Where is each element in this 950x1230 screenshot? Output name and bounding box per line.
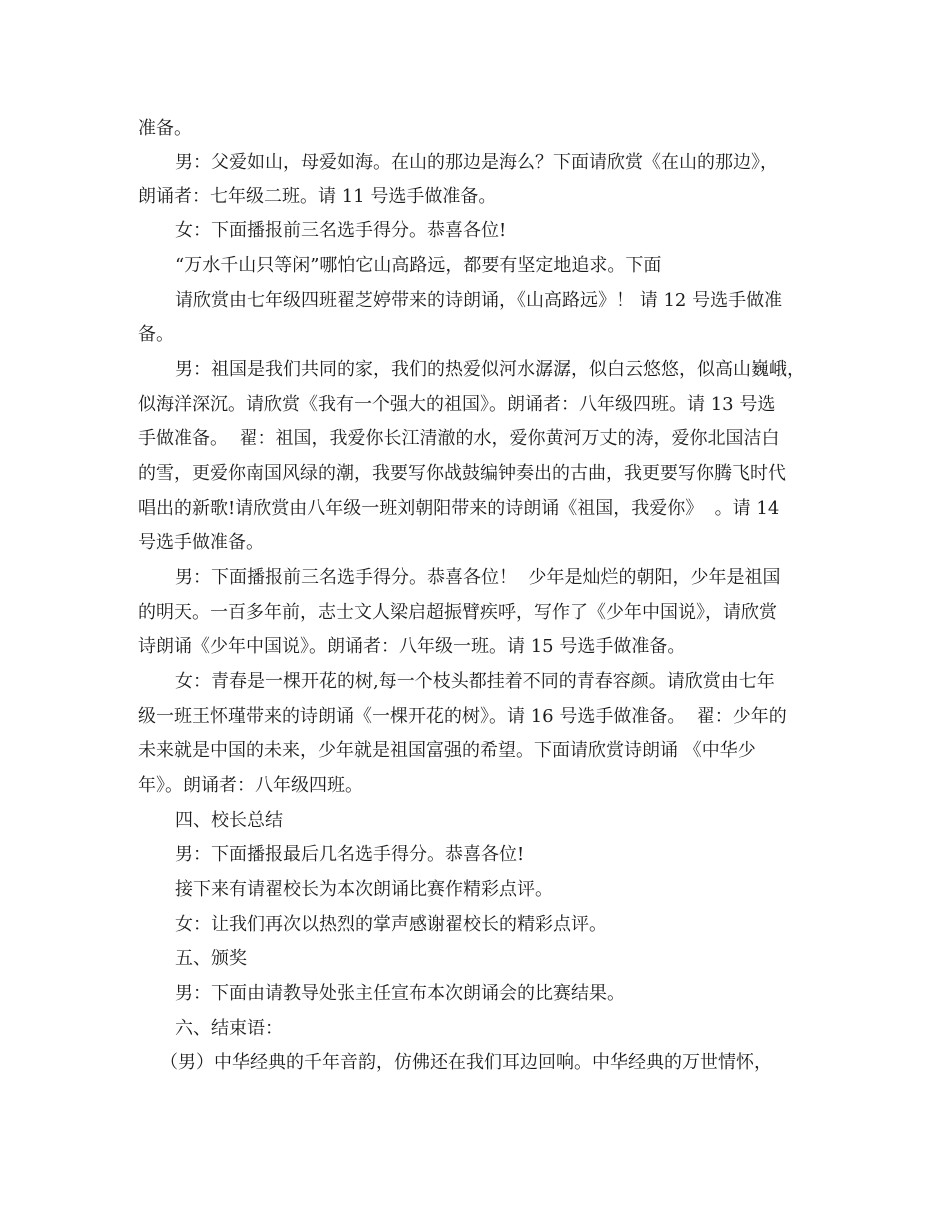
- text-line: 男：下面播报最后几名选手得分。恭喜各位!: [175, 844, 525, 865]
- text-line: 朗诵者：七年级二班。请 11 号选手做准备。: [138, 186, 497, 207]
- text-line: 未来就是中国的未来，少年就是祖国富强的希望。下面请欣赏诗朗诵 《中华少: [138, 740, 756, 761]
- text-line: 年》。朗诵者：八年级四班。: [138, 775, 363, 796]
- section-heading: 五、颁奖: [175, 948, 247, 969]
- text-line: 女：让我们再次以热烈的掌声感谢翟校长的精彩点评。: [175, 914, 607, 935]
- text-line: 诗朗诵《少年中国说》。朗诵者：八年级一班。请 15 号选手做准备。: [138, 636, 686, 657]
- text-line: 准备。: [138, 118, 192, 139]
- text-line: 的雪，更爱你南国风绿的潮，我要写你战鼓编钟奏出的古曲，我更要写你腾飞时代: [138, 463, 786, 484]
- text-line: 女：青春是一棵开花的树,每一个枝头都挂着不同的青春容颜。请欣赏由七年: [175, 671, 775, 692]
- text-line: （男）中华经典的千年音韵，仿佛还在我们耳边回响。中华经典的万世情怀，: [160, 1052, 772, 1073]
- text-line: 级一班王怀瑾带来的诗朗诵《一棵开花的树》。请 16 号选手做准备。 翟：少年的: [138, 706, 787, 727]
- section-heading: 六、结束语：: [175, 1018, 283, 1039]
- text-line: 男：父爱如山，母爱如海。在山的那边是海么？下面请欣赏《在山的那边》，: [175, 152, 778, 173]
- text-line: 似海洋深沉。请欣赏《我有一个强大的祖国》。朗诵者：八年级四班。请 13 号选: [138, 394, 776, 415]
- text-line: 唱出的新歌!请欣赏由八年级一班刘朝阳带来的诗朗诵《祖国，我爱你》 。请 14: [138, 498, 780, 519]
- text-line: 接下来有请翟校长为本次朗诵比赛作精彩点评。: [175, 879, 553, 900]
- text-line: 手做准备。 翟：祖国，我爱你长江清澈的水，爱你黄河万丈的涛，爱你北国洁白: [138, 428, 780, 449]
- section-heading: 四、校长总结: [175, 810, 283, 831]
- text-line: “万水千山只等闲”哪怕它山高路远，都要有坚定地追求。下面: [175, 255, 662, 276]
- text-line: 男：祖国是我们共同的家，我们的热爱似河水潺潺，似白云悠悠，似高山巍峨，: [175, 359, 805, 380]
- text-line: 号选手做准备。: [138, 532, 264, 553]
- text-line: 男：下面由请教导处张主任宣布本次朗诵会的比赛结果。: [175, 983, 625, 1004]
- text-line: 男：下面播报前三名选手得分。恭喜各位！ 少年是灿烂的朝阳，少年是祖国: [175, 567, 781, 588]
- text-line: 备。: [138, 324, 174, 345]
- text-line: 女：下面播报前三名选手得分。恭喜各位!: [175, 220, 507, 241]
- text-line: 的明天。一百多年前，志士文人梁启超振臂疾呼，写作了《少年中国说》，请欣赏: [138, 602, 777, 623]
- text-line: 请欣赏由七年级四班翟芝婷带来的诗朗诵，《山高路远》！ 请 12 号选手做准: [175, 290, 783, 311]
